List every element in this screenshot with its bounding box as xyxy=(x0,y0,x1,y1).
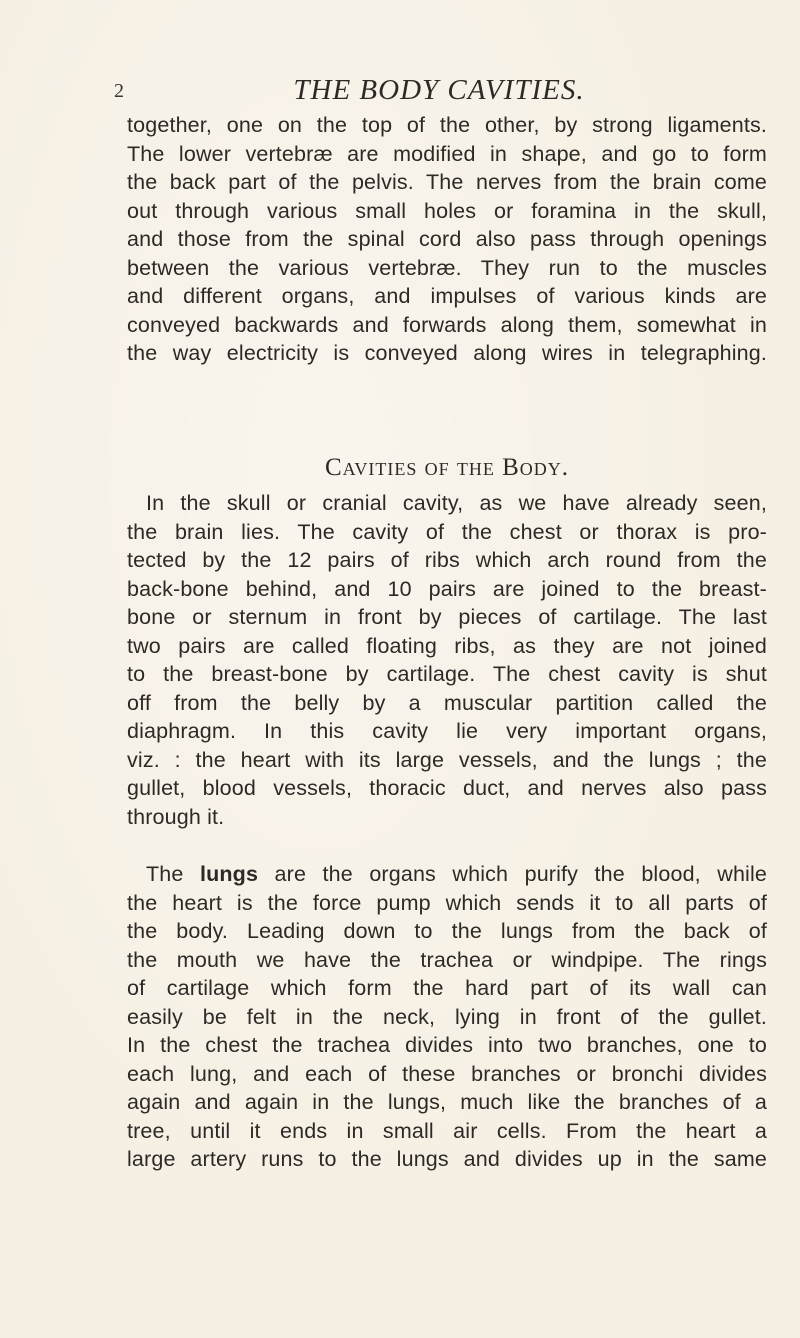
text-line: and different organs, and impulses of various kinds are xyxy=(127,284,767,308)
text-line: back-bone behind, and 10 pairs are joined to the breast- xyxy=(127,576,767,601)
text-line: tree, until it ends in small air cells. From the heart a xyxy=(127,1118,767,1143)
text-line: large artery runs to the lungs and divides up in the same xyxy=(127,1147,767,1171)
text-line: the heart is the force pump which sends it to all parts of xyxy=(127,890,767,915)
text-line: out through various small holes or foramina in the skull, xyxy=(127,198,767,223)
text-line: off from the belly by a muscular partition called the xyxy=(127,690,767,715)
running-title: THE BODY CAVITIES. xyxy=(293,74,585,106)
text-fragment: are the organs which purify the blood, while xyxy=(274,862,768,886)
page-number: 2 xyxy=(114,80,124,102)
text-line: again and again in the lungs, much like the branches of a xyxy=(127,1090,767,1114)
term-lungs: lungs xyxy=(199,862,259,886)
text-line: In the chest the trachea divides into two branches, one to xyxy=(127,1033,767,1057)
section-heading: Cavities of the Body. xyxy=(324,454,569,481)
text-line: and those from the spinal cord also pass through openings xyxy=(127,227,767,251)
text-line: through it. xyxy=(127,804,225,829)
text-line: In the skull or cranial cavity, as we have already seen, xyxy=(146,491,767,515)
text-line: of cartilage which form the hard part of its wall can xyxy=(127,976,767,1000)
text-line xyxy=(127,860,767,889)
text-line: conveyed backwards and forwards along them, somewhat in xyxy=(127,312,767,337)
text-line: the mouth we have the trachea or windpipe. The rings xyxy=(127,947,767,972)
text-line: together, one on the top of the other, by strong ligaments. xyxy=(127,113,767,137)
text-line: tected by the 12 pairs of ribs which arch round from the xyxy=(127,548,767,572)
text-line: the brain lies. The cavity of the chest or thorax is pro- xyxy=(127,519,767,544)
text-line: each lung, and each of these branches or bronchi divides xyxy=(127,1061,767,1086)
text-line: easily be felt in the neck, lying in front of the gullet. xyxy=(127,1004,767,1029)
paragraph-lungs xyxy=(127,860,767,1174)
text-line: bone or sternum in front by pieces of cartilage. The last xyxy=(127,605,767,629)
text-line: the body. Leading down to the lungs from the back of xyxy=(127,919,767,943)
text-line: between the various vertebræ. They run to the muscles xyxy=(127,255,767,280)
text-line: The lower vertebræ are modified in shape, and go to form xyxy=(127,141,767,166)
paragraph-chest-cavity xyxy=(127,489,767,831)
text-line: viz. : the heart with its large vessels, and the lungs ; the xyxy=(127,747,767,772)
text-line: two pairs are called floating ribs, as they are not joined xyxy=(127,633,767,658)
text-line: gullet, blood vessels, thoracic duct, and nerves also pass xyxy=(127,776,767,800)
text-line: diaphragm. In this cavity lie very important organs, xyxy=(127,719,767,743)
text-fragment: The xyxy=(146,862,184,886)
text-line: the way electricity is conveyed along wires in telegraphing. xyxy=(127,341,767,365)
paragraph-nervous-system xyxy=(127,111,767,368)
text-line: the back part of the pelvis. The nerves from the brain come xyxy=(127,170,767,194)
text-line: to the breast-bone by cartilage. The chest cavity is shut xyxy=(127,662,767,686)
